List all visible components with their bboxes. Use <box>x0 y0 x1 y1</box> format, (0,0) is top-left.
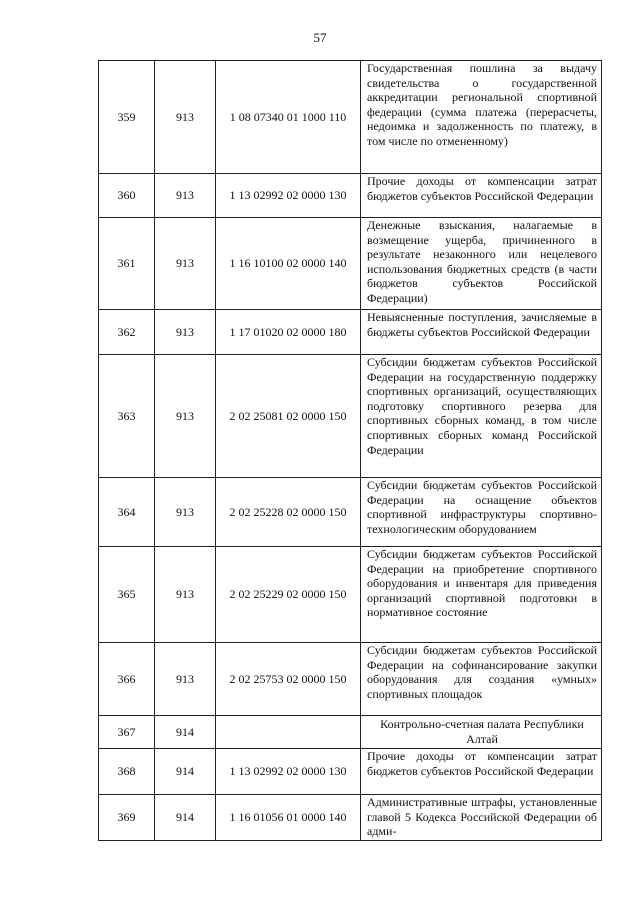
budget-code-cell: 2 02 25753 02 0000 150 <box>216 643 361 716</box>
admin-code-cell: 913 <box>155 310 216 355</box>
row-number-cell: 359 <box>99 61 155 174</box>
table-row <box>99 749 602 795</box>
table-row <box>99 310 602 355</box>
table-row <box>99 795 602 841</box>
row-number-cell: 365 <box>99 547 155 643</box>
description-cell: Субсидии бюджетам субъектов Российской Федерации на государственную поддержку спортивных организаций, осуществляющих подготовку спортивного резерва для спортивных сборных команд, в том числе спортивных сборных команд Российской Федерации <box>361 355 602 478</box>
table-row <box>99 716 602 749</box>
budget-codes-table <box>98 60 602 841</box>
admin-code-cell: 914 <box>155 749 216 795</box>
table-row <box>99 355 602 478</box>
budget-code-cell: 1 16 10100 02 0000 140 <box>216 218 361 310</box>
row-number-cell: 363 <box>99 355 155 478</box>
table-row <box>99 174 602 218</box>
row-number-cell: 362 <box>99 310 155 355</box>
admin-code-cell: 913 <box>155 478 216 547</box>
description-cell: Прочие доходы от компенсации затрат бюджетов субъектов Российской Федерации <box>361 749 602 795</box>
table-row <box>99 643 602 716</box>
description-cell: Субсидии бюджетам субъектов Российской Федерации на софинансирование закупки оборудования для создания «умных» спортивных площадок <box>361 643 602 716</box>
budget-code-cell: 2 02 25229 02 0000 150 <box>216 547 361 643</box>
admin-code-cell: 913 <box>155 218 216 310</box>
budget-code-cell: 1 13 02992 02 0000 130 <box>216 749 361 795</box>
description-cell: Государственная пошлина за выдачу свидетельства о государственной аккредитации региональной спортивной федерации (сумма платежа (перерасчеты, недоимка и задолженность по платежу, в том числе по отмененному) <box>361 61 602 174</box>
budget-code-cell: 2 02 25228 02 0000 150 <box>216 478 361 547</box>
admin-code-cell: 914 <box>155 795 216 841</box>
description-cell: Контрольно-счетная палата Республики Алтай <box>361 716 602 749</box>
description-cell: Прочие доходы от компенсации затрат бюджетов субъектов Российской Федерации <box>361 174 602 218</box>
admin-code-cell: 913 <box>155 174 216 218</box>
row-number-cell: 361 <box>99 218 155 310</box>
budget-code-cell: 1 16 01056 01 0000 140 <box>216 795 361 841</box>
admin-code-cell: 913 <box>155 643 216 716</box>
row-number-cell: 367 <box>99 716 155 749</box>
description-cell: Административные штрафы, установленные главой 5 Кодекса Российской Федерации об адми- <box>361 795 602 841</box>
row-number-cell: 360 <box>99 174 155 218</box>
budget-code-cell: 2 02 25081 02 0000 150 <box>216 355 361 478</box>
table-row <box>99 547 602 643</box>
description-cell: Субсидии бюджетам субъектов Российской Федерации на приобретение спортивного оборудования и инвентаря для приведения организаций спортивной подготовки в нормативное состояние <box>361 547 602 643</box>
table-row <box>99 478 602 547</box>
row-number-cell: 366 <box>99 643 155 716</box>
description-cell: Денежные взыскания, налагаемые в возмещение ущерба, причиненного в результате незаконного или нецелевого использования бюджетных средств (в части бюджетов субъектов Российской Федерации) <box>361 218 602 310</box>
admin-code-cell: 913 <box>155 547 216 643</box>
budget-code-cell: 1 17 01020 02 0000 180 <box>216 310 361 355</box>
admin-code-cell: 913 <box>155 61 216 174</box>
page-number: 57 <box>313 30 327 45</box>
row-number-cell: 369 <box>99 795 155 841</box>
table-row <box>99 61 602 174</box>
table-row <box>99 218 602 310</box>
admin-code-cell: 914 <box>155 716 216 749</box>
table-body <box>99 61 602 841</box>
description-cell: Невыясненные поступления, зачисляемые в бюджеты субъектов Российской Федерации <box>361 310 602 355</box>
budget-code-cell: 1 13 02992 02 0000 130 <box>216 174 361 218</box>
description-cell: Субсидии бюджетам субъектов Российской Федерации на оснащение объектов спортивной инфраструктуры спортивно-технологическим оборудованием <box>361 478 602 547</box>
budget-code-cell <box>216 716 361 749</box>
row-number-cell: 368 <box>99 749 155 795</box>
admin-code-cell: 913 <box>155 355 216 478</box>
row-number-cell: 364 <box>99 478 155 547</box>
budget-code-cell: 1 08 07340 01 1000 110 <box>216 61 361 174</box>
